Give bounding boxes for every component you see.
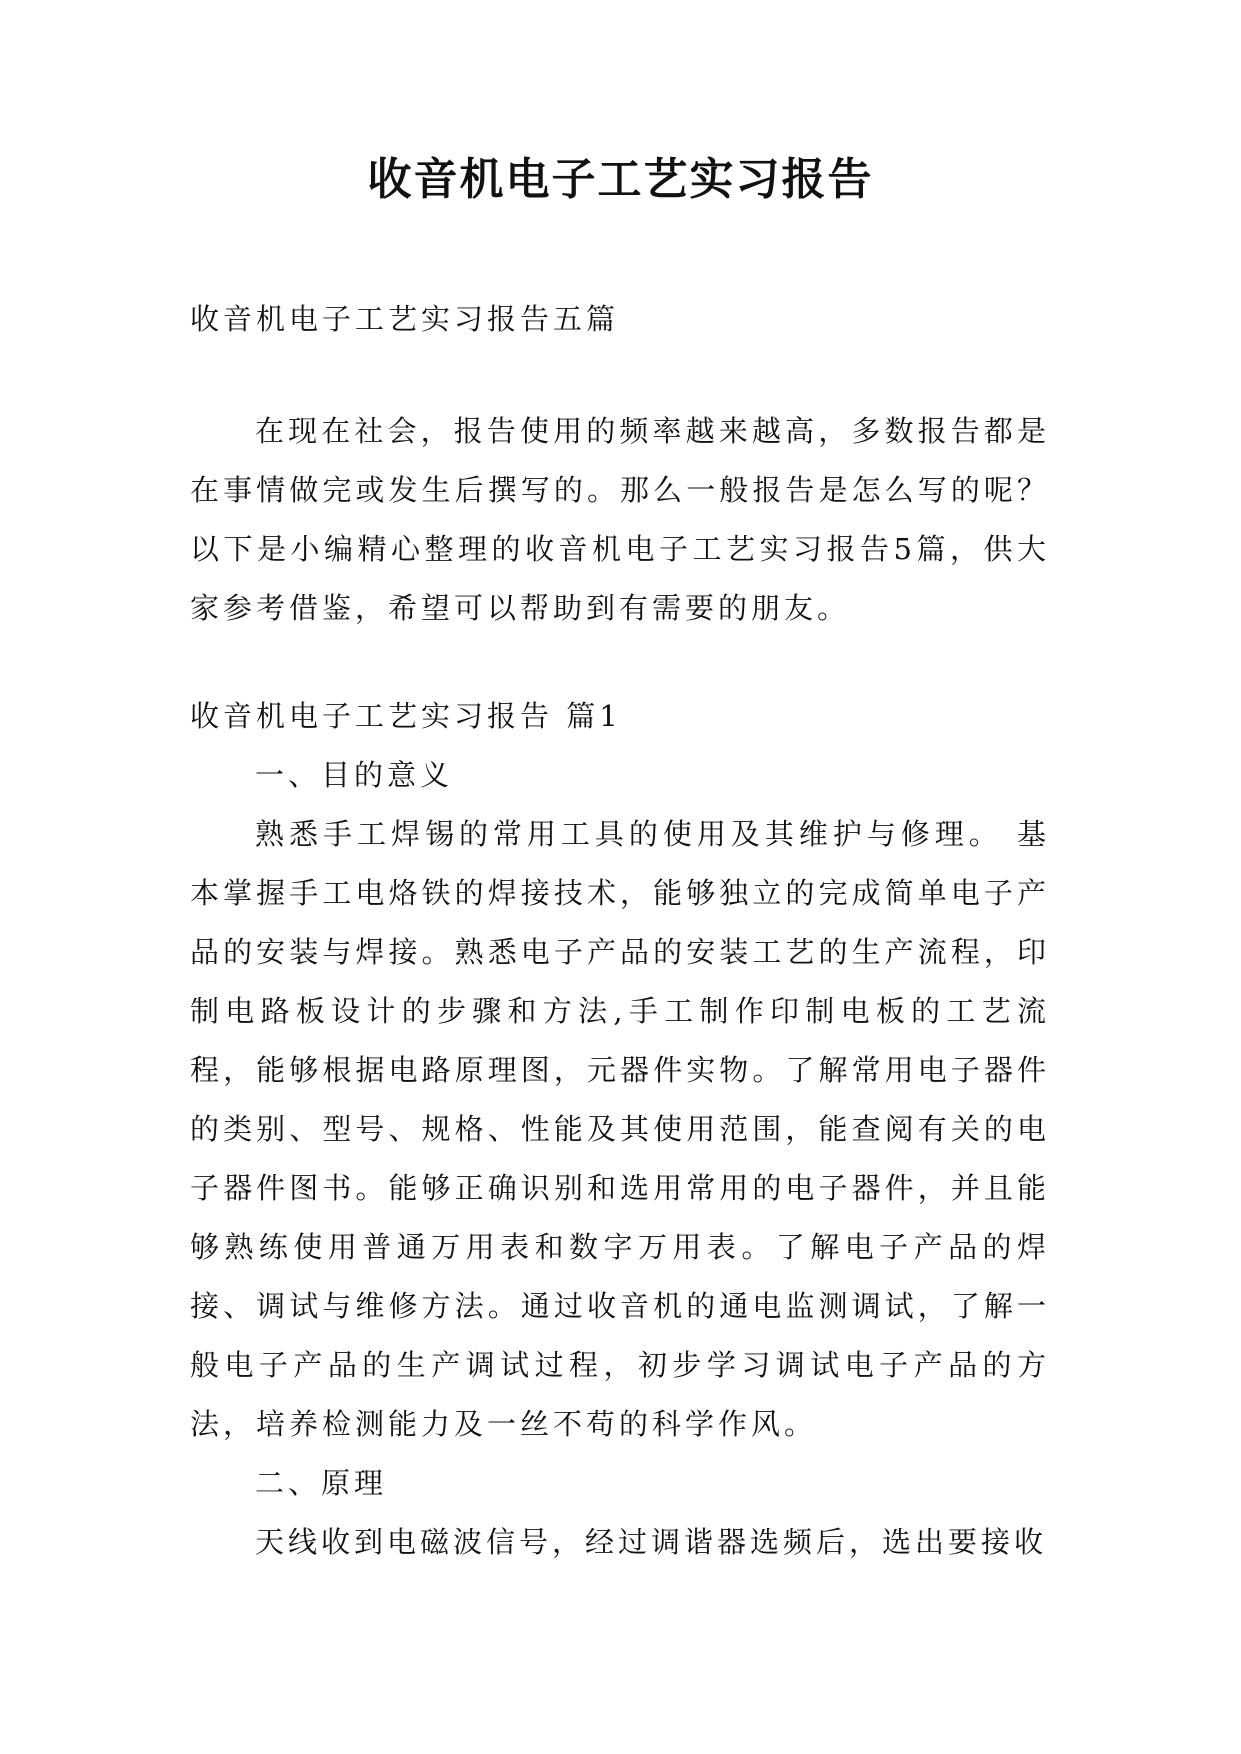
section-heading-principle: 二、原理 <box>255 1466 388 1500</box>
document-title: 收音机电子工艺实习报告 <box>367 154 874 205</box>
section-paragraph-purpose: 熟悉手工焊锡的常用工具的使用及其维护与修理。 基本掌握手工电烙铁的焊接技术，能够独立的完成简单电子产品的安装与焊接。熟悉电子产品的安装工艺的生产流程，印制电路板设计的步骤和方法,手工制作印制电板的工艺流程，能够根据电路原理图，元器件实物。了解常用电子器件的类别、型号、规格、性能及其使用范围，能查阅有关的电子器件图书。能够正确识别和选用常用的电子器件，并且能够熟练使用普通万用表和数字万用表。了解电子产品的焊接、调试与维修方法。通过收音机的通电监测调试，了解一般电子产品的生产调试过程，初步学习调试电子产品的方法，培养检测能力及一丝不苟的科学作风。 <box>190 817 1050 1441</box>
document-subtitle: 收音机电子工艺实习报告五篇 <box>190 302 620 336</box>
chapter-heading: 收音机电子工艺实习报告 篇1 <box>190 699 622 733</box>
chapter-1 <box>190 687 1050 1572</box>
section-paragraph-principle: 天线收到电磁波信号，经过调谐器选频后，选出要接收 <box>255 1525 1048 1559</box>
intro-paragraph: 在现在社会，报告使用的频率越来越高，多数报告都是在事情做完或发生后撰写的。那么一般报告是怎么写的呢？以下是小编精心整理的收音机电子工艺实习报告5篇，供大家参考借鉴，希望可以帮助到有需要的朋友。 <box>190 414 1050 625</box>
section-heading-purpose: 一、目的意义 <box>255 758 454 792</box>
